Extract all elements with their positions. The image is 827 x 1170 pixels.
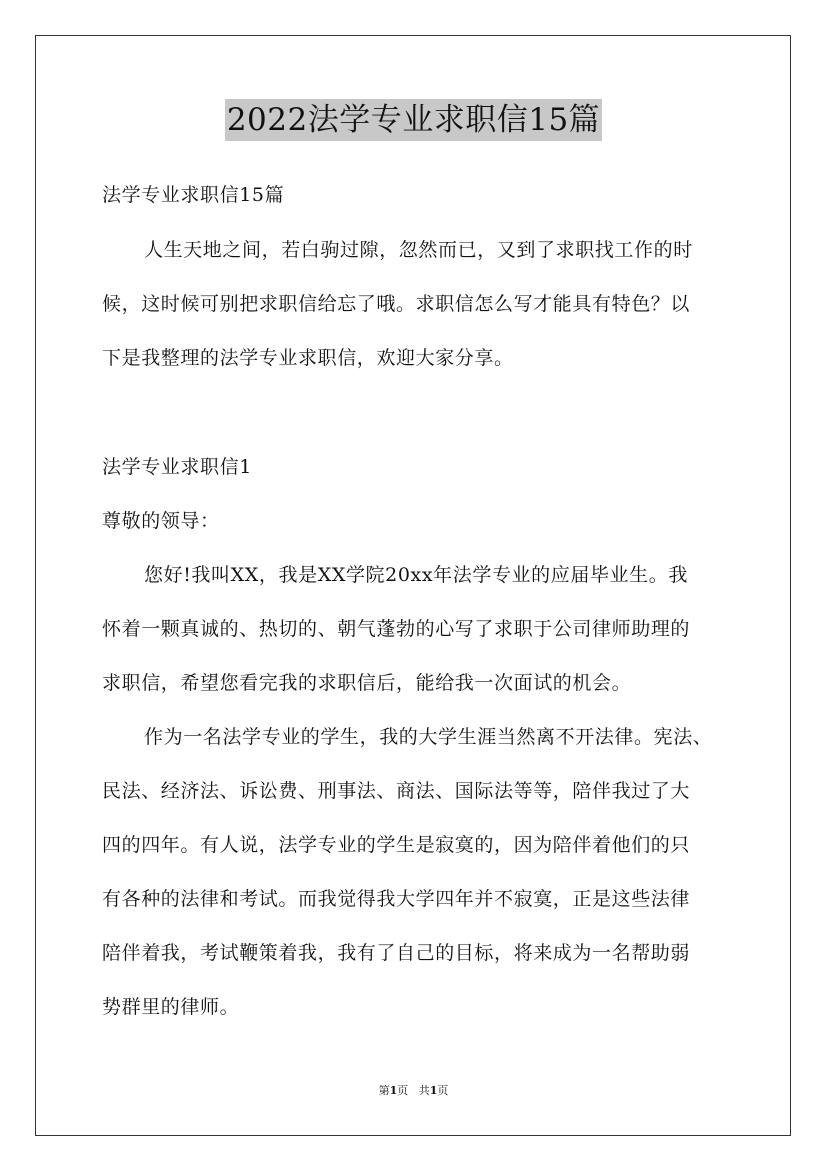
paragraph-line: 作为一名法学专业的学生，我的大学生涯当然离不开法律。宪法、 (144, 726, 713, 748)
paragraph-line: 民法、经济法、诉讼费、刑事法、商法、国际法等等，陪伴我过了大 (102, 780, 691, 802)
document-subtitle: 法学专业求职信15篇 (102, 184, 285, 206)
intro-line: 下是我整理的法学专业求职信，欢迎大家分享。 (102, 347, 514, 369)
paragraph-line: 您好!我叫XX，我是XX学院20xx年法学专业的应届毕业生。我 (144, 564, 688, 586)
page-footer (0, 1083, 827, 1099)
salutation: 尊敬的领导： (102, 510, 220, 532)
title-container (0, 99, 827, 141)
paragraph-line: 势群里的律师。 (102, 996, 240, 1018)
intro-line: 人生天地之间，若白驹过隙，忽然而已，又到了求职找工作的时 (144, 239, 693, 261)
intro-line: 候，这时候可别把求职信给忘了哦。求职信怎么写才能具有特色？以 (102, 293, 691, 315)
total-prefix: 共 (418, 1084, 430, 1097)
paragraph-line: 怀着一颗真诚的、热切的、朝气蓬勃的心写了求职于公司律师助理的 (102, 618, 691, 640)
page-suffix: 页 (397, 1084, 409, 1097)
section-heading: 法学专业求职信1 (102, 456, 252, 478)
total-suffix: 页 (437, 1084, 449, 1097)
paragraph-line: 陪伴着我，考试鞭策着我，我有了自己的目标，将来成为一名帮助弱 (102, 942, 691, 964)
paragraph-line: 四的四年。有人说，法学专业的学生是寂寞的，因为陪伴着他们的只 (102, 834, 691, 856)
paragraph-line: 求职信，希望您看完我的求职信后，能给我一次面试的机会。 (102, 672, 632, 694)
page-total: 1 (429, 1084, 438, 1097)
page-prefix: 第 (378, 1084, 390, 1097)
paragraph-line: 有各种的法律和考试。而我觉得我大学四年并不寂寞，正是这些法律 (102, 888, 691, 910)
document-title: 2022法学专业求职信15篇 (225, 99, 602, 141)
page-current: 1 (389, 1084, 398, 1097)
